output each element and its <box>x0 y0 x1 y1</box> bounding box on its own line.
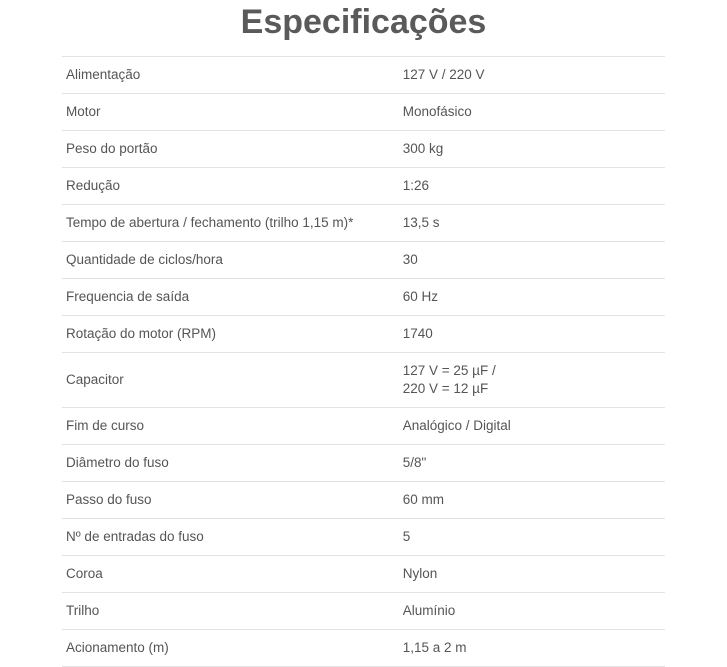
table-row <box>62 445 665 482</box>
table-row <box>62 482 665 519</box>
spec-value: 60 Hz <box>402 289 439 304</box>
table-row <box>62 279 665 316</box>
spec-label: Motor <box>66 104 101 119</box>
table-row <box>62 353 665 408</box>
spec-label: Diâmetro do fuso <box>66 455 169 470</box>
spec-label: Nº de entradas do fuso <box>66 529 204 544</box>
spec-label: Rotação do motor (RPM) <box>66 326 217 341</box>
spec-label: Acionamento (m) <box>66 640 169 655</box>
spec-value: Monofásico <box>402 104 472 119</box>
spec-value: Nylon <box>402 566 438 581</box>
spec-label: Frequencia de saída <box>66 289 190 304</box>
table-row <box>62 316 665 353</box>
specifications-table <box>62 56 665 667</box>
spec-value: Alumínio <box>402 603 456 618</box>
table-row <box>62 168 665 205</box>
table-row <box>62 94 665 131</box>
spec-label: Quantidade de ciclos/hora <box>66 252 223 267</box>
table-row <box>62 131 665 168</box>
table-row <box>62 593 665 630</box>
spec-label: Trilho <box>66 603 100 618</box>
spec-value-line-1: 127 V = 25 µF / <box>402 363 496 378</box>
table-row <box>62 242 665 279</box>
spec-label: Alimentação <box>66 67 141 82</box>
spec-value: 60 mm <box>402 492 444 507</box>
spec-label: Peso do portão <box>66 141 158 156</box>
table-row <box>62 630 665 667</box>
spec-label: Tempo de abertura / fechamento (trilho 1,15 m)* <box>66 215 354 230</box>
spec-value: 127 V / 220 V <box>402 67 485 82</box>
spec-value: 13,5 s <box>402 215 440 230</box>
table-row <box>62 57 665 94</box>
table-row <box>62 519 665 556</box>
spec-value: 1:26 <box>402 178 430 193</box>
spec-value: 1,15 a 2 m <box>402 640 467 655</box>
spec-value: Analógico / Digital <box>402 418 511 433</box>
table-row <box>62 556 665 593</box>
page-title: Especificações <box>240 3 487 41</box>
spec-label: Redução <box>66 178 121 193</box>
spec-value: 300 kg <box>402 141 444 156</box>
spec-value: 30 <box>402 252 418 267</box>
table-row <box>62 408 665 445</box>
spec-label: Passo do fuso <box>66 492 152 507</box>
spec-value: 5/8" <box>402 455 427 470</box>
spec-value-line-2: 220 V = 12 µF <box>402 381 489 396</box>
table-row <box>62 205 665 242</box>
spec-label: Fim de curso <box>66 418 145 433</box>
spec-value: 1740 <box>402 326 433 341</box>
spec-label: Capacitor <box>66 372 124 387</box>
spec-value: 5 <box>402 529 411 544</box>
spec-label: Coroa <box>66 566 103 581</box>
specifications-table-body <box>62 57 665 667</box>
spec-value <box>399 353 665 408</box>
